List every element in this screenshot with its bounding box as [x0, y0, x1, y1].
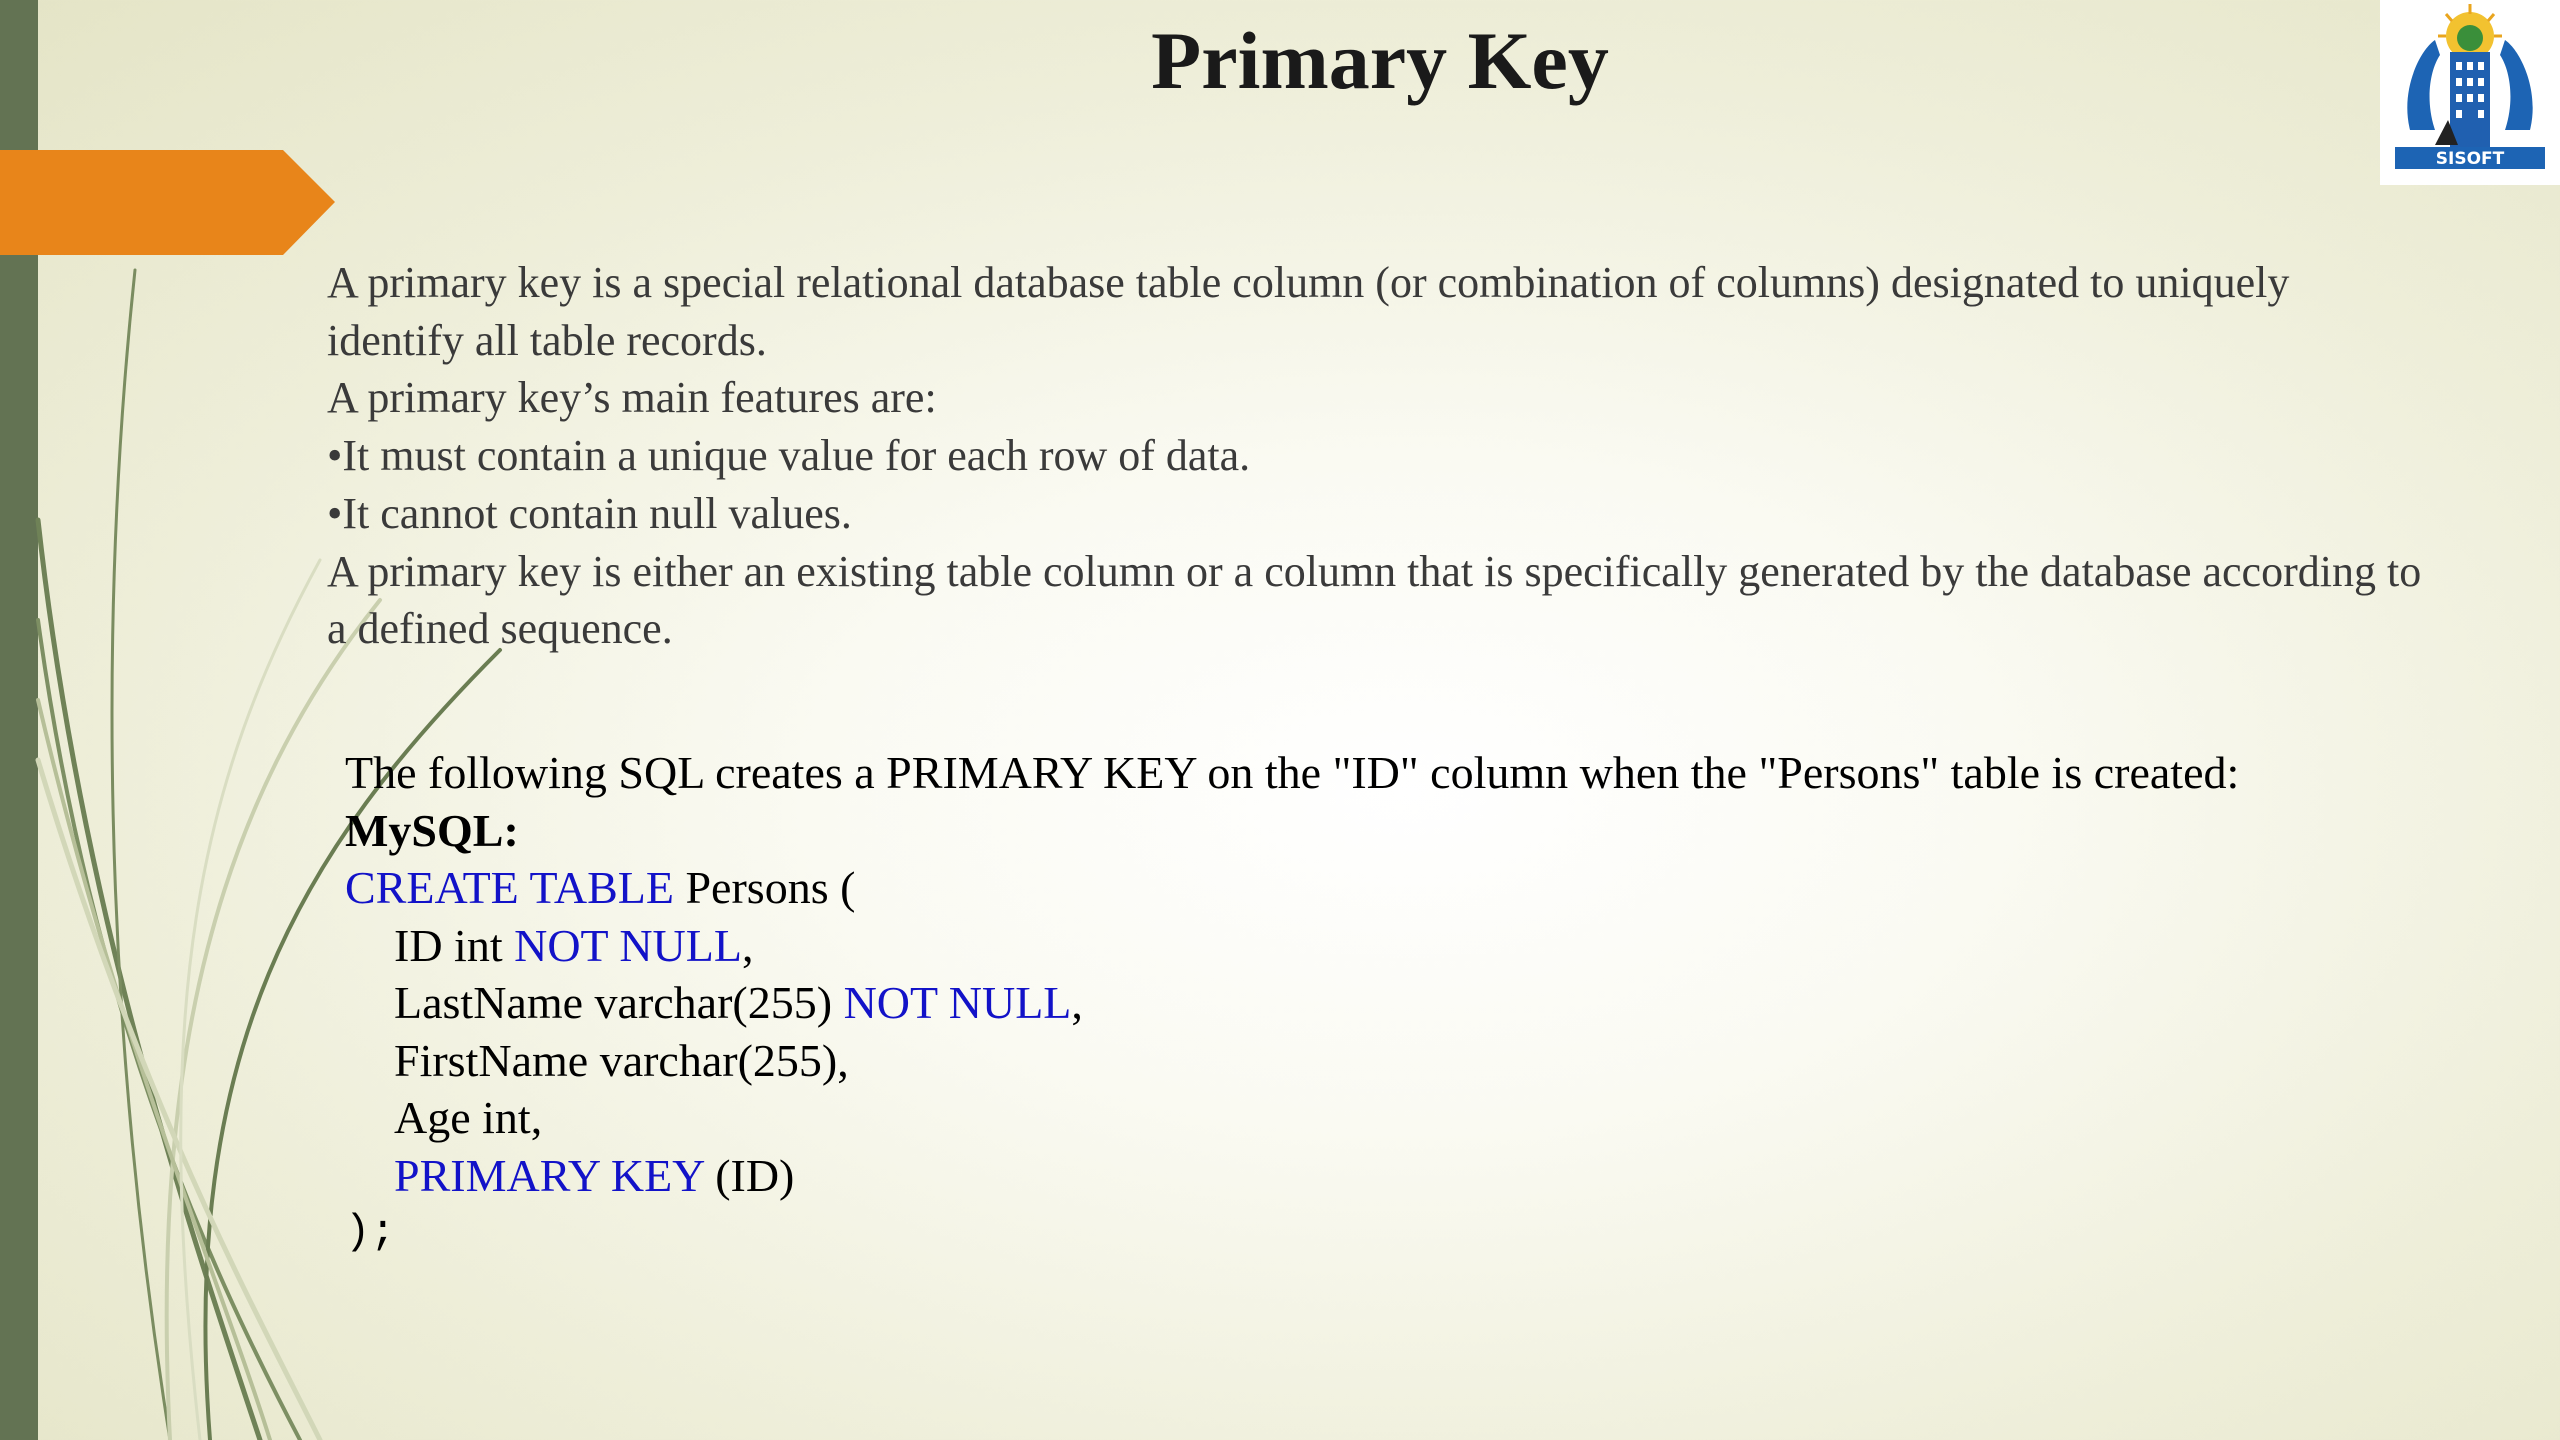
bullet-no-null: •It cannot contain null values.: [327, 488, 852, 538]
sql-line-age: Age int,: [394, 1092, 543, 1143]
paragraph-generated: A primary key is either an existing table column or a column that is specifically generated by the database according to a defined sequence.: [327, 546, 2422, 654]
sisoft-logo: [2380, 0, 2560, 185]
sql-line-primary-key: [345, 1147, 2545, 1205]
sql-line-firstname: FirstName varchar(255),: [394, 1034, 849, 1086]
sql-text: ,: [741, 919, 754, 971]
bullet-unique-value: •It must contain a unique value for each row of data.: [327, 431, 1251, 481]
sql-text: ID int: [394, 919, 515, 971]
sql-line-id: [345, 917, 2545, 975]
sql-keyword: CREATE TABLE: [345, 862, 674, 913]
logo-text: SISOFT: [2435, 149, 2505, 169]
sql-line-lastname: [345, 974, 2545, 1032]
orange-arrow-tab: [0, 150, 335, 255]
sql-text: Persons (: [673, 862, 856, 913]
sql-example-block: [345, 744, 2545, 1262]
sql-dialect-label: MySQL:: [345, 804, 519, 856]
sql-keyword: NOT NULL: [843, 977, 1072, 1028]
definition-text-block: [327, 254, 2437, 658]
sql-line-close: );: [345, 1208, 396, 1256]
sql-keyword: NOT NULL: [514, 919, 742, 971]
sql-text: LastName varchar(255): [394, 977, 844, 1028]
sql-line-create: [345, 859, 2545, 917]
sisoft-logo-icon: [2380, 0, 2560, 185]
sql-text: ,: [1071, 977, 1083, 1028]
paragraph-definition: A primary key is a special relational database table column (or combination of columns) designated to uniquely identify all table records.: [327, 258, 2290, 365]
sql-intro-text: The following SQL creates a PRIMARY KEY on the "ID" column when the "Persons" table is created:: [345, 747, 2240, 798]
sql-keyword: PRIMARY KEY: [394, 1149, 704, 1201]
slide-title: Primary Key: [1151, 15, 1609, 106]
sql-text: (ID): [703, 1149, 795, 1201]
paragraph-features-intro: A primary key’s main features are:: [327, 373, 937, 423]
